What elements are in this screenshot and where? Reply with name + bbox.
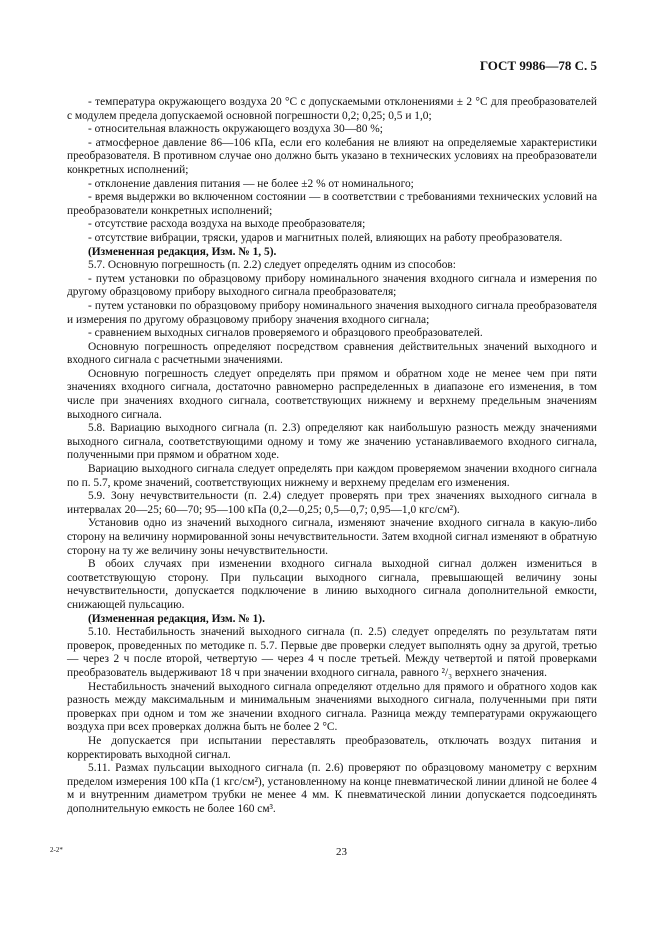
paragraph: Основную погрешность определяют посредством сравнения действительных значений выходного и входного сигнала с расчетными значениями. [67,340,597,367]
paragraph: Установив одно из значений выходного сигнала, изменяют значение входного сигнала в какую-либо сторону на величину нормированной зоны нечувствительности. Затем входной сигнал изменяют в обратную сторону на ту же величину зоны нечувствительности. [67,517,597,557]
paragraph: - путем установки по образцовому прибору номинального значения входного сигнала и измерения по другому образцовому прибору выходного сигнала преобразователя; [67,272,597,299]
paragraph: 5.10. Нестабильность значений выходного сигнала (п. 2.5) следует определять по результатам пяти проверок, проведенных по методике п. 5.7. Первые две проверки следует выполнять одну за другой, третью — через 2 ч после второй, четвертую — через 4 ч после третьей. Между четвертой и пятой проверками преобразователь выдерживают 18 ч при значении входного сигнала, равного ²/₃ верхнего значения. [67,626,597,679]
paragraph: 5.7. Основную погрешность (п. 2.2) следует определять одним из способов: [88,259,456,272]
paragraph: - путем установки по образцовому прибору номинального значения выходного сигнала преобразователя и измерения по другому образцовому прибору значения входного сигнала; [67,299,597,326]
paragraph: - температура окружающего воздуха 20 °С с допускаемыми отклонениями ± 2 °С для преобразователей с модулем предела допускаемой основной погрешности 0,2; 0,25; 0,5 и 1,0; [67,96,597,122]
paragraph: - атмосферное давление 86—106 кПа, если его колебания не влияют на определяемые характеристики преобразователя. В противном случае оно должно быть указано в технических условиях на преобразователи конкретных исполнений; [67,136,597,176]
paragraph: Вариацию выходного сигнала следует определять при каждом проверяемом значении входного сигнала по п. 5.7, кроме значений, соответствующих нижнему и верхнему пределам его изменения. [67,463,597,489]
paragraph: - отклонение давления питания — не более ±2 % от номинального; [88,177,414,190]
page-header: ГОСТ 9986—78 С. 5 [479,58,597,73]
paragraph: В обоих случаях при изменении входного сигнала выходной сигнал должен измениться в соответствующую сторону. При пульсации выходного сигнала, превышающей величину зоны нечувствительности, допускается подключение в линию выходного сигнала дополнительной емкости, снижающей пульсацию. [67,558,597,611]
document-body [67,96,597,816]
paragraph: Основную погрешность следует определять при прямом и обратном ходе не менее чем при пяти значениях входного сигнала, достаточно равномерно распределенных в диапазоне его изменения, в том числе при значениях входного сигнала, соответствующих нижнему и верхнему предельным значениям выходного сигнала. [67,367,597,421]
paragraph: 5.9. Зону нечувствительности (п. 2.4) следует проверять при трех значениях выходного сигнала в интервалах 20—25; 60—70; 95—100 кПа (0,2—0,25; 0,5—0,7; 0,95—1,0 кгс/см²). [67,490,597,516]
footer-print-code: 2-2* [50,846,63,854]
amendment-note: (Измененная редакция, Изм. № 1). [88,612,265,625]
paragraph: Не допускается при испытании переставлять преобразователь, отключать воздух питания и корректировать выходной сигнал. [67,734,597,761]
amendment-note: (Измененная редакция, Изм. № 1, 5). [88,245,277,258]
paragraph: Нестабильность значений выходного сигнала определяют отдельно для прямого и обратного ходов как разность между максимальным и минимальным значениями выходного сигнала, полученными при пяти проверках при одном и том же значении входного сигнала. Разница между температурами окружающего воздуха при всех проверках должна быть не более 2 °С. [67,680,597,734]
paragraph: 5.11. Размах пульсации выходного сигнала (п. 2.6) проверяют по образцовому манометру с верхним пределом измерения 100 кПа (1 кгс/см²), установленному на конце пневматической линии длиной не более 4 м и внутренним диаметром трубки не менее 4 мм. К пневматической линии допускается подсоединять дополнительную емкость не более 160 см³. [67,762,597,815]
paragraph: - сравнением выходных сигналов проверяемого и образцового преобразователей. [88,327,483,340]
page-number: 23 [336,846,347,858]
paragraph: - относительная влажность окружающего воздуха 30—80 %; [88,123,383,136]
paragraph: - отсутствие вибрации, тряски, ударов и магнитных полей, влияющих на работу преобразователя. [88,231,563,244]
paragraph: - время выдержки во включенном состоянии — в соответствии с требованиями технических условий на преобразователи конкретных исполнений; [67,191,597,217]
paragraph: 5.8. Вариацию выходного сигнала (п. 2.3) определяют как наибольшую разность между значениями выходного сигнала, соответствующими одному и тому же значению устанавливаемого входного сигнала, полученными при прямом и обратном ходе. [67,422,597,462]
paragraph: - отсутствие расхода воздуха на выходе преобразователя; [88,218,366,231]
